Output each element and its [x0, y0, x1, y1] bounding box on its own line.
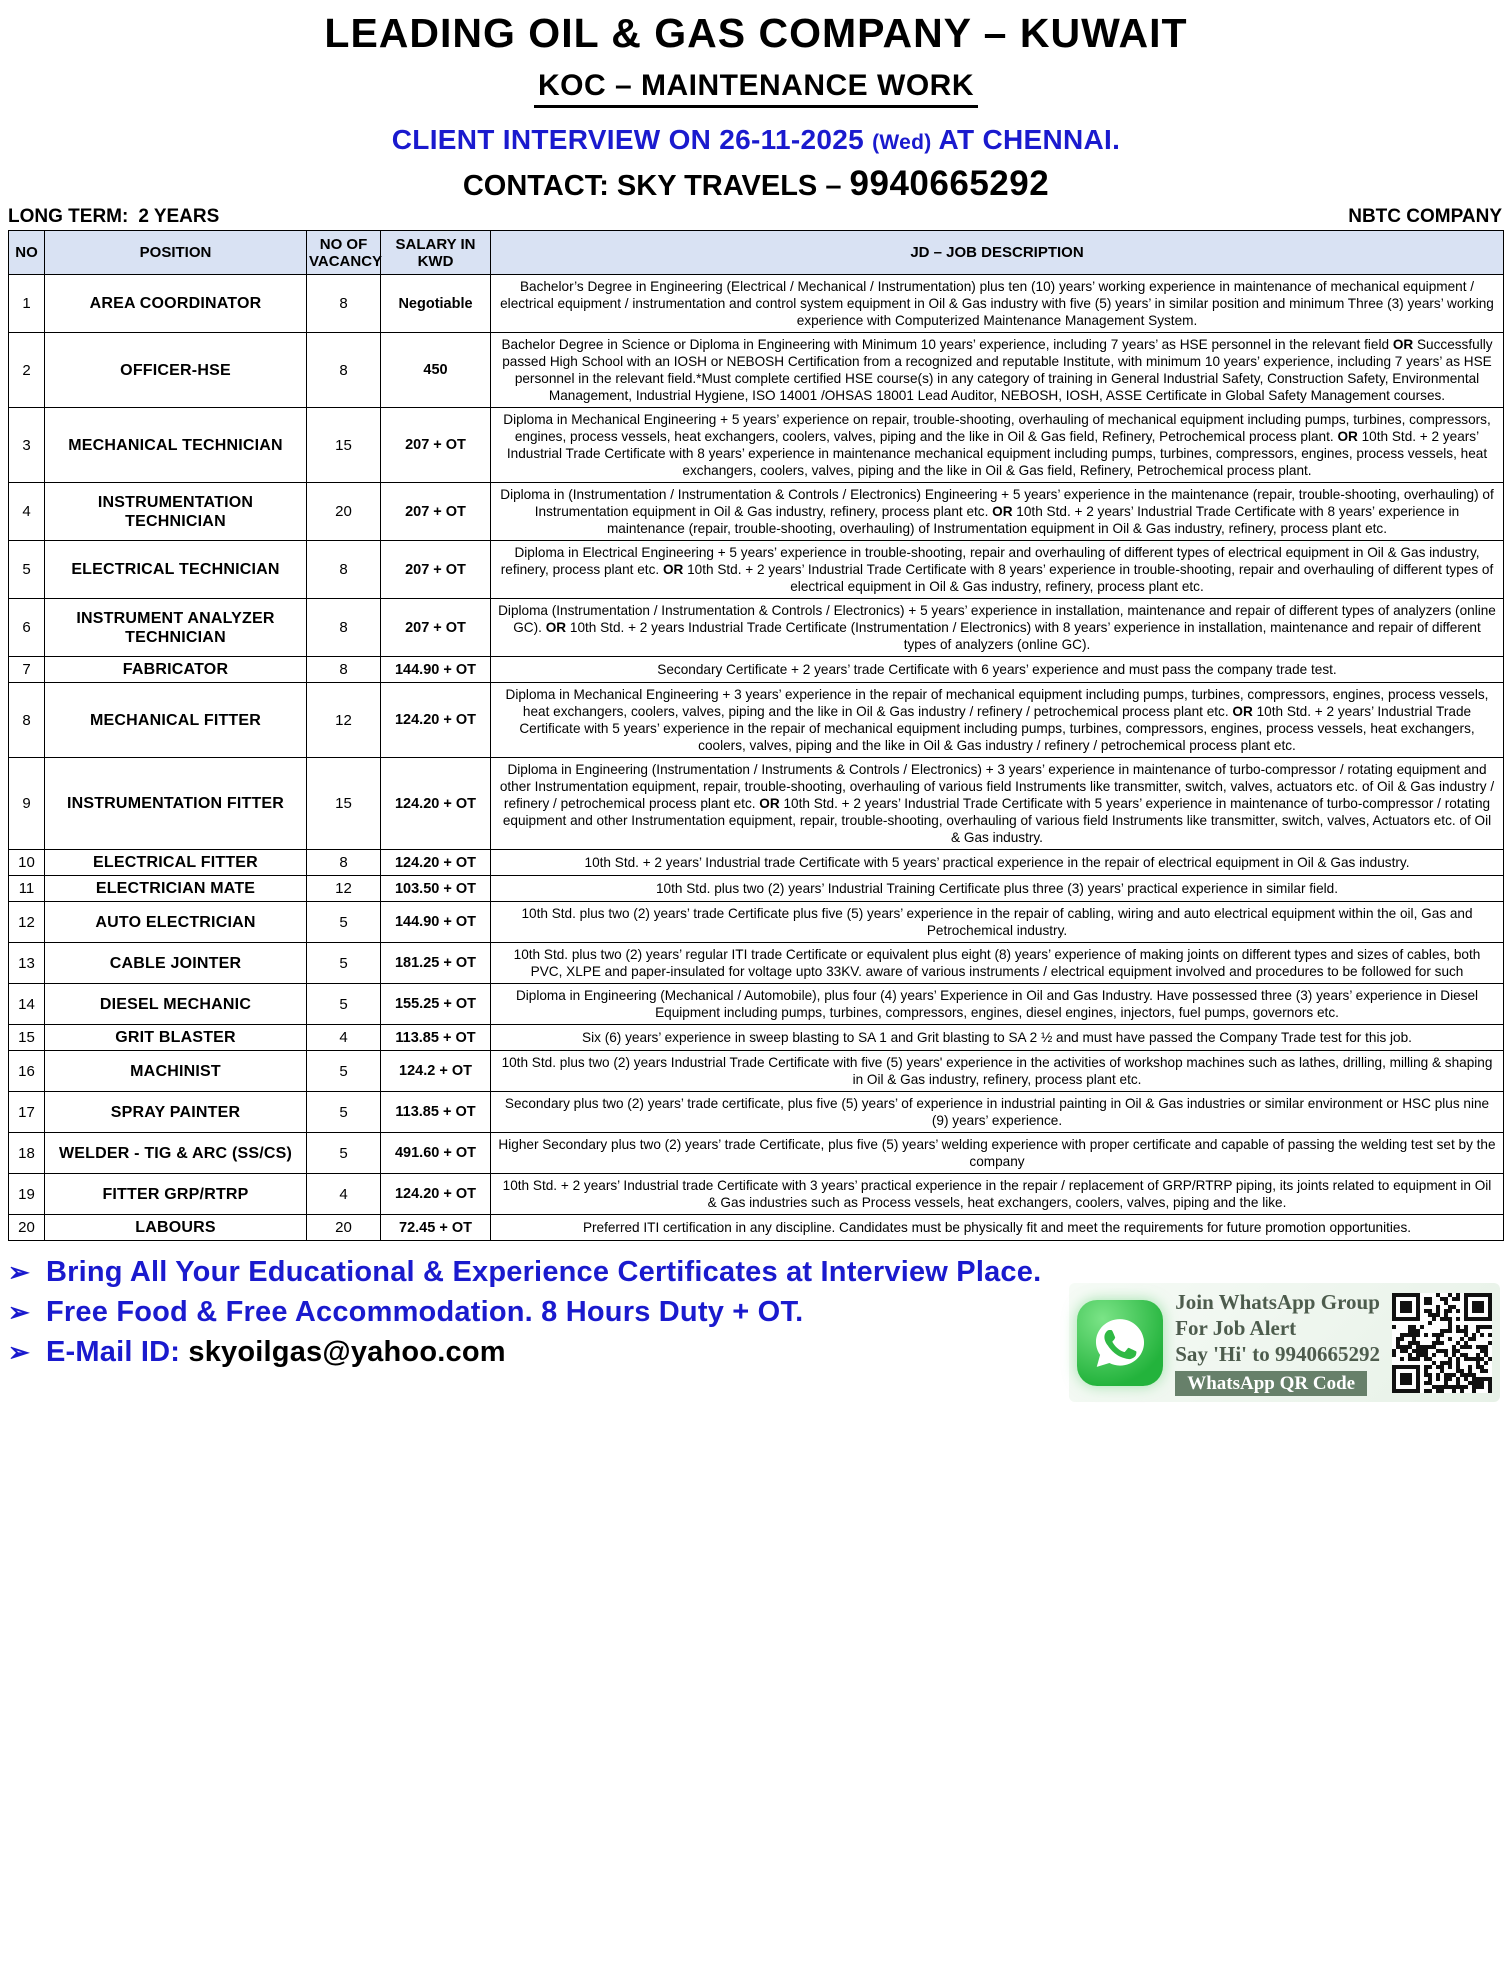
vacancy-cell: 5	[307, 1092, 381, 1133]
vacancy-cell: 8	[307, 657, 381, 683]
positions-table	[8, 230, 1504, 1241]
row-number-cell: 14	[9, 984, 45, 1025]
table-row	[9, 902, 1504, 943]
table-row	[9, 408, 1504, 483]
row-number-cell: 19	[9, 1174, 45, 1215]
interview-location: AT CHENNAI.	[938, 124, 1121, 155]
position-cell: MACHINIST	[45, 1051, 307, 1092]
salary-cell: 72.45 + OT	[381, 1215, 491, 1241]
salary-cell: 491.60 + OT	[381, 1133, 491, 1174]
table-row	[9, 333, 1504, 408]
col-header-vacancy: NO OF VACANCY	[307, 231, 381, 275]
job-description-cell: Diploma in Electrical Engineering + 5 years’ experience in trouble-shooting, repair and overhauling of different types of electrical equipment in Oil & Gas industry, refinery, process plant etc. OR 10th Std. + 2 years’ Industrial Trade Certificate with 8 years’ experience in trouble-shooting, repair and overhauling of different types of electrical equipment in Oil & Gas industry, refinery, process plant etc.	[491, 541, 1504, 599]
term-label: LONG TERM:	[8, 206, 129, 227]
table-row	[9, 483, 1504, 541]
note-food-accommodation-text: Free Food & Free Accommodation. 8 Hours Duty + OT.	[46, 1296, 804, 1328]
position-cell: INSTRUMENTATION FITTER	[45, 758, 307, 850]
salary-cell: 155.25 + OT	[381, 984, 491, 1025]
job-description-cell: Diploma in Engineering (Instrumentation / Instruments & Controls / Electronics) + 3 years’ experience in maintenance of turbo-compressor / rotating equipment and other Instrumentation equipment, repair, trouble-shooting, overhauling of various field Instruments like transmitter, switch, valves, actuators etc. of Oil & Gas industry / refinery / petrochemical process plant etc. OR 10th Std. + 2 years’ Industrial Trade Certificate with 5 years’ experience in maintenance of turbo-compressor / rotating equipment and other Instrumentation equipment, repair, trouble-shooting, overhauling of various field Instruments like transmitter, switch, valves, Actuators etc. of Oil & Gas industry.	[491, 758, 1504, 850]
company-tag: NBTC COMPANY	[1348, 206, 1502, 227]
job-description-cell: Six (6) years’ experience in sweep blasting to SA 1 and Grit blasting to SA 2 ½ and must have passed the Company Trade test for this job.	[491, 1025, 1504, 1051]
term-info	[8, 206, 219, 228]
salary-cell: 113.85 + OT	[381, 1025, 491, 1051]
table-row	[9, 943, 1504, 984]
position-cell: DIESEL MECHANIC	[45, 984, 307, 1025]
col-header-jd: JD – JOB DESCRIPTION	[491, 231, 1504, 275]
table-row	[9, 876, 1504, 902]
positions-table-body	[9, 275, 1504, 1241]
position-cell: MECHANICAL FITTER	[45, 683, 307, 758]
table-row	[9, 1025, 1504, 1051]
position-cell: LABOURS	[45, 1215, 307, 1241]
vacancy-cell: 5	[307, 1133, 381, 1174]
vacancy-cell: 15	[307, 758, 381, 850]
position-cell: SPRAY PAINTER	[45, 1092, 307, 1133]
row-number-cell: 3	[9, 408, 45, 483]
vacancy-cell: 20	[307, 483, 381, 541]
salary-cell: 144.90 + OT	[381, 902, 491, 943]
email-address: skyoilgas@yahoo.com	[188, 1336, 506, 1368]
document-footer	[0, 1241, 1512, 1394]
page-title: LEADING OIL & GAS COMPANY – KUWAIT	[324, 10, 1188, 56]
job-description-cell: Secondary plus two (2) years’ trade certificate, plus five (5) years’ of experience in industrial painting in Oil & Gas industries or similar environment or HSC plus nine (9) years’ experience.	[491, 1092, 1504, 1133]
vacancy-cell: 5	[307, 902, 381, 943]
vacancy-cell: 8	[307, 541, 381, 599]
row-number-cell: 9	[9, 758, 45, 850]
table-row	[9, 1133, 1504, 1174]
vacancy-cell: 12	[307, 683, 381, 758]
whatsapp-badge	[1069, 1283, 1500, 1402]
salary-cell: 124.20 + OT	[381, 850, 491, 876]
row-number-cell: 11	[9, 876, 45, 902]
arrow-bullet-icon: ➢	[8, 1297, 30, 1327]
vacancy-cell: 5	[307, 984, 381, 1025]
table-row	[9, 1051, 1504, 1092]
table-header-row	[9, 231, 1504, 275]
table-row	[9, 1174, 1504, 1215]
table-row	[9, 758, 1504, 850]
job-description-cell: Secondary Certificate + 2 years’ trade Certificate with 6 years’ experience and must pass the company trade test.	[491, 657, 1504, 683]
arrow-bullet-icon: ➢	[8, 1337, 30, 1367]
meta-row	[0, 204, 1512, 229]
row-number-cell: 7	[9, 657, 45, 683]
job-description-cell: Higher Secondary plus two (2) years’ trade Certificate, plus five (5) years’ welding experience with proper certificate and capable of passing the welding test set by the company	[491, 1133, 1504, 1174]
position-cell: MECHANICAL TECHNICIAN	[45, 408, 307, 483]
interview-date-text: CLIENT INTERVIEW ON 26-11-2025	[391, 124, 864, 155]
row-number-cell: 18	[9, 1133, 45, 1174]
table-row	[9, 599, 1504, 657]
salary-cell: 450	[381, 333, 491, 408]
row-number-cell: 8	[9, 683, 45, 758]
whatsapp-line3: Say 'Hi' to 9940665292	[1175, 1342, 1380, 1366]
contact-phone: 9940665292	[849, 164, 1050, 203]
salary-cell: 181.25 + OT	[381, 943, 491, 984]
term-value: 2 YEARS	[138, 206, 220, 227]
row-number-cell: 15	[9, 1025, 45, 1051]
qr-code	[1392, 1293, 1492, 1393]
whatsapp-line2: For Job Alert	[1175, 1316, 1297, 1340]
position-cell: FABRICATOR	[45, 657, 307, 683]
position-cell: INSTRUMENT ANALYZER TECHNICIAN	[45, 599, 307, 657]
row-number-cell: 2	[9, 333, 45, 408]
table-row	[9, 657, 1504, 683]
row-number-cell: 1	[9, 275, 45, 333]
salary-cell: 113.85 + OT	[381, 1092, 491, 1133]
row-number-cell: 4	[9, 483, 45, 541]
position-cell: FITTER GRP/RTRP	[45, 1174, 307, 1215]
arrow-bullet-icon: ➢	[8, 1257, 30, 1287]
job-description-cell: Diploma (Instrumentation / Instrumentation & Controls / Electronics) + 5 years’ experience in installation, maintenance and repair of different types of analyzers (online GC). OR 10th Std. + 2 years Industrial Trade Certificate (Instrumentation / Electronics) with 8 years’ experience in installation, maintenance and repair of different types of analyzers (online GC).	[491, 599, 1504, 657]
position-cell: ELECTRICAL TECHNICIAN	[45, 541, 307, 599]
position-cell: ELECTRICAL FITTER	[45, 850, 307, 876]
table-row	[9, 1092, 1504, 1133]
job-description-cell: Diploma in Mechanical Engineering + 5 years’ experience on repair, trouble-shooting, overhauling of mechanical equipment including pumps, turbines, compressors, engines, process vessels, heat exchangers, coolers, valves, piping and the like in Oil & Gas field, Refinery, Petrochemical process plant. OR 10th Std. + 2 years’ Industrial Trade Certificate with 8 years’ experience in maintenance mechanical equipment including pumps, turbines, compressors, engines, process vessels, heat exchangers, coolers, valves, piping and the like in Oil & Gas field, Refinery, Petrochemical process plant.	[491, 408, 1504, 483]
email-label: E-Mail ID:	[46, 1336, 181, 1368]
job-description-cell: Diploma in (Instrumentation / Instrumentation & Controls / Electronics) Engineering + 5 years’ experience in the maintenance (repair, trouble-shooting, overhauling) of Instrumentation equipment in Oil & Gas industry, refinery, process plant etc. OR 10th Std. + 2 years’ Industrial Trade Certificate with 8 years’ experience in maintenance (repair, trouble-shooting, overhauling) of Instrumentation equipment in Oil & Gas industry, refinery, process plant etc.	[491, 483, 1504, 541]
qr-code-label: WhatsApp QR Code	[1175, 1371, 1367, 1396]
table-row	[9, 1215, 1504, 1241]
job-description-cell: 10th Std. plus two (2) years Industrial Trade Certificate with five (5) years' experience in the activities of workshop machines such as lathes, drilling, milling & shaping in Oil & Gas industry, refinery, process plant etc.	[491, 1051, 1504, 1092]
position-cell: ELECTRICIAN MATE	[45, 876, 307, 902]
interview-line	[0, 124, 1512, 156]
job-description-cell: Bachelor’s Degree in Engineering (Electrical / Mechanical / Instrumentation) plus ten (10) years’ working experience in maintenance of mechanical equipment / electrical equipment / instrumentation and control system equipment in Oil & Gas industry with five (5) years’ in similar position and minimum Three (3) years’ working experience with Computerized Maintenance Management System.	[491, 275, 1504, 333]
row-number-cell: 16	[9, 1051, 45, 1092]
salary-cell: 124.20 + OT	[381, 1174, 491, 1215]
contact-line	[0, 164, 1512, 204]
row-number-cell: 13	[9, 943, 45, 984]
position-cell: INSTRUMENTATION TECHNICIAN	[45, 483, 307, 541]
row-number-cell: 6	[9, 599, 45, 657]
salary-cell: 103.50 + OT	[381, 876, 491, 902]
position-cell: GRIT BLASTER	[45, 1025, 307, 1051]
page-subtitle: KOC – MAINTENANCE WORK	[534, 69, 978, 108]
salary-cell: 207 + OT	[381, 408, 491, 483]
position-cell: CABLE JOINTER	[45, 943, 307, 984]
whatsapp-line1: Join WhatsApp Group	[1175, 1290, 1380, 1314]
position-cell: OFFICER-HSE	[45, 333, 307, 408]
salary-cell: 124.20 + OT	[381, 683, 491, 758]
salary-cell: 124.2 + OT	[381, 1051, 491, 1092]
vacancy-cell: 8	[307, 850, 381, 876]
vacancy-cell: 4	[307, 1174, 381, 1215]
note-certificates-text: Bring All Your Educational & Experience Certificates at Interview Place.	[46, 1256, 1042, 1288]
job-description-cell: 10th Std. plus two (2) years’ Industrial Training Certificate plus three (3) years’ practical experience in similar field.	[491, 876, 1504, 902]
salary-cell: Negotiable	[381, 275, 491, 333]
table-row	[9, 850, 1504, 876]
job-description-cell: 10th Std. + 2 years’ Industrial trade Certificate with 5 years’ practical experience in the repair of electrical equipment in Oil & Gas industry.	[491, 850, 1504, 876]
vacancy-cell: 20	[307, 1215, 381, 1241]
position-cell: AREA COORDINATOR	[45, 275, 307, 333]
vacancy-cell: 8	[307, 275, 381, 333]
document-header	[0, 10, 1512, 229]
job-description-cell: 10th Std. + 2 years’ Industrial trade Certificate with 3 years’ practical experience in the repair / replacement of GRP/RTRP piping, its joints related to equipment in Oil & Gas industries such as Process vessels, heat exchangers, coolers, valves, piping and the like.	[491, 1174, 1504, 1215]
salary-cell: 207 + OT	[381, 541, 491, 599]
row-number-cell: 10	[9, 850, 45, 876]
position-cell: AUTO ELECTRICIAN	[45, 902, 307, 943]
interview-weekday: (Wed)	[872, 131, 932, 154]
row-number-cell: 12	[9, 902, 45, 943]
vacancy-cell: 5	[307, 1051, 381, 1092]
job-description-cell: Bachelor Degree in Science or Diploma in Engineering with Minimum 10 years’ experience, including 7 years’ as HSE personnel in the relevant field OR Successfully passed High School with an IOSH or NEBOSH Certification from a recognized and reputable Institute, with minimum 10 years’ experience, including 7 years’ as HSE personnel in the relevant field.*Must complete certified HSE course(s) in any category of training in General Industrial Safety, Construction Safety, Environmental Management, Industrial Hygiene, ISO 14001 /OHSAS 18001 Lead Auditor, NEBOSH, IOSH, ASSE Certificate in Global Safety Management courses.	[491, 333, 1504, 408]
row-number-cell: 17	[9, 1092, 45, 1133]
vacancy-cell: 8	[307, 333, 381, 408]
row-number-cell: 20	[9, 1215, 45, 1241]
salary-cell: 144.90 + OT	[381, 657, 491, 683]
table-row	[9, 984, 1504, 1025]
col-header-position: POSITION	[45, 231, 307, 275]
salary-cell: 124.20 + OT	[381, 758, 491, 850]
vacancy-cell: 12	[307, 876, 381, 902]
job-description-cell: Diploma in Engineering (Mechanical / Automobile), plus four (4) years’ Experience in Oil and Gas Industry. Have possessed three (3) years’ experience in Diesel Equipment including pumps, turbines, compressors, engines, diesel engines, injectors, fuel pumps, governors etc.	[491, 984, 1504, 1025]
salary-cell: 207 + OT	[381, 483, 491, 541]
job-description-cell: Preferred ITI certification in any discipline. Candidates must be physically fit and meet the requirements for future promotion opportunities.	[491, 1215, 1504, 1241]
row-number-cell: 5	[9, 541, 45, 599]
vacancy-cell: 8	[307, 599, 381, 657]
table-row	[9, 275, 1504, 333]
table-row	[9, 683, 1504, 758]
job-description-cell: 10th Std. plus two (2) years’ trade Certificate plus five (5) years’ experience in the repair of cabling, wiring and auto electrical equipment within the oil, Gas and Petrochemical industry.	[491, 902, 1504, 943]
whatsapp-text	[1175, 1289, 1380, 1396]
position-cell: WELDER - TIG & ARC (SS/CS)	[45, 1133, 307, 1174]
vacancy-cell: 4	[307, 1025, 381, 1051]
job-description-cell: 10th Std. plus two (2) years’ regular ITI trade Certificate or equivalent plus eight (8) years’ experience of making joints on different types and sizes of cables, both PVC, XLPE and paper-insulated for voltage upto 33KV. aware of various instruments / electrical equipment involved and procedures to be followed for such	[491, 943, 1504, 984]
contact-label: CONTACT: SKY TRAVELS –	[462, 170, 842, 202]
col-header-salary: SALARY IN KWD	[381, 231, 491, 275]
vacancy-cell: 15	[307, 408, 381, 483]
vacancy-cell: 5	[307, 943, 381, 984]
job-description-cell: Diploma in Mechanical Engineering + 3 years’ experience in the repair of mechanical equipment including pumps, turbines, compressors, engines, process vessels, heat exchangers, coolers, valves, piping and the like in Oil & Gas industry / refinery / petrochemical process plant etc. OR 10th Std. + 2 years’ Industrial Trade Certificate with 5 years’ experience in the repair of mechanical equipment including pumps, turbines, compressors, engines, process vessels, heat exchangers, coolers, valves, piping and the like in Oil & Gas industry / refinery / petrochemical process plant etc.	[491, 683, 1504, 758]
col-header-no: NO	[9, 231, 45, 275]
whatsapp-icon	[1077, 1300, 1163, 1386]
salary-cell: 207 + OT	[381, 599, 491, 657]
table-row	[9, 541, 1504, 599]
